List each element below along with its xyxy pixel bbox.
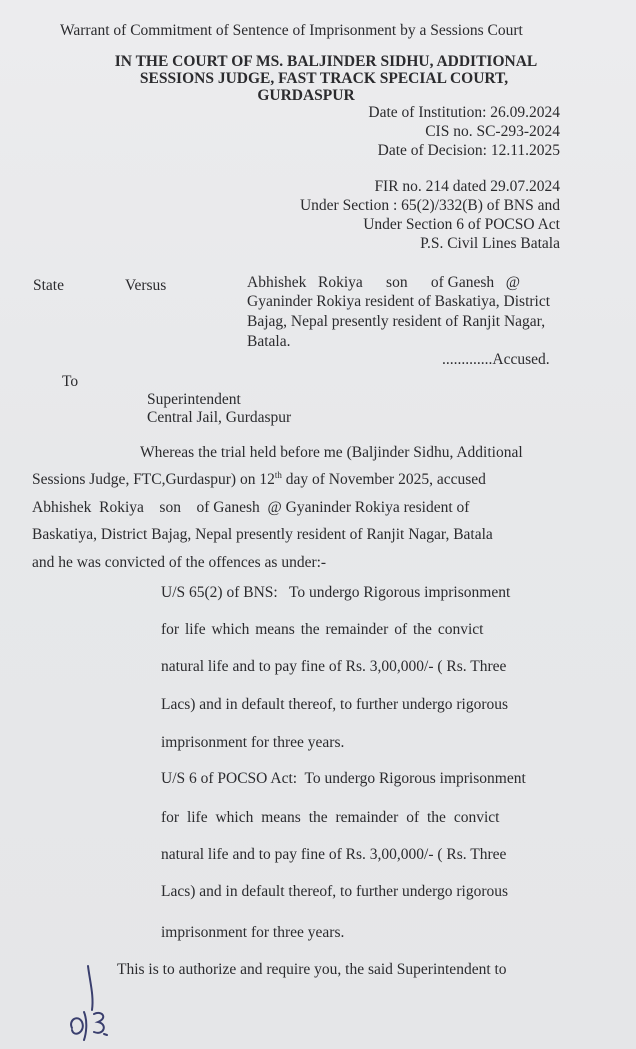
sentence-2-line-5: imprisonment for three years. — [161, 924, 345, 941]
addressee-line-1: Superintendent — [147, 391, 241, 408]
party-state: State — [33, 277, 64, 294]
accused-line-4: Batala. — [247, 333, 291, 350]
body-line-5: and he was convicted of the offences as under:- — [32, 554, 327, 571]
sentence-1-line-1: U/S 65(2) of BNS: To undergo Rigorous imprisonment — [161, 584, 511, 601]
accused-label: .............Accused. — [442, 351, 550, 368]
accused-line-2: Gyaninder Rokiya resident of Baskatiya, District — [247, 293, 551, 310]
body-line-2-part-2: day of November 2025, accused — [281, 471, 486, 488]
court-heading-line-1: IN THE COURT OF MS. BALJINDER SIDHU, ADDITIONAL — [114, 53, 538, 70]
date-of-decision: Date of Decision: 12.11.2025 — [377, 142, 560, 159]
body-line-3: Abhishek Rokiya son of Ganesh @ Gyaninder Rokiya resident of — [32, 499, 470, 516]
sentence-1-line-2: for life which means the remainder of the convict — [161, 621, 484, 638]
handwritten-initials — [64, 962, 124, 1042]
court-heading-line-3: GURDASPUR — [257, 87, 355, 104]
closing-line: This is to authorize and require you, the said Superintendent to — [117, 961, 507, 978]
date-of-institution: Date of Institution: 26.09.2024 — [368, 104, 560, 121]
addressee-line-2: Central Jail, Gurdaspur — [147, 409, 292, 426]
fir-number: FIR no. 214 dated 29.07.2024 — [374, 178, 560, 195]
sentence-1-line-3: natural life and to pay fine of Rs. 3,00,000/- ( Rs. Three — [161, 658, 507, 675]
under-section-pocso: Under Section 6 of POCSO Act — [363, 216, 560, 233]
sentence-2-line-2: for life which means the remainder of the convict — [161, 809, 500, 826]
accused-line-1: Abhishek Rokiya son of Ganesh @ — [247, 274, 521, 291]
sentence-2-line-4: Lacs) and in default thereof, to further undergo rigorous — [161, 883, 509, 900]
document-title: Warrant of Commitment of Sentence of Imprisonment by a Sessions Court — [60, 22, 523, 39]
addressee-to: To — [62, 373, 79, 390]
court-heading-line-2: SESSIONS JUDGE, FAST TRACK SPECIAL COURT, — [139, 70, 509, 87]
party-versus: Versus — [125, 277, 167, 294]
ordinal-suffix: th — [274, 469, 282, 480]
sentence-1-line-4: Lacs) and in default thereof, to further undergo rigorous — [161, 696, 509, 713]
body-line-4: Baskatiya, District Bajag, Nepal presently resident of Ranjit Nagar, Batala — [32, 526, 493, 543]
under-section-bns: Under Section : 65(2)/332(B) of BNS and — [299, 197, 560, 214]
cis-number: CIS no. SC-293-2024 — [425, 123, 560, 140]
accused-line-3: Bajag, Nepal presently resident of Ranjit Nagar, — [247, 313, 546, 330]
police-station: P.S. Civil Lines Batala — [420, 235, 560, 252]
sentence-2-line-1: U/S 6 of POCSO Act: To undergo Rigorous imprisonment — [161, 770, 526, 787]
sentence-1-line-5: imprisonment for three years. — [161, 734, 345, 751]
body-line-2 — [32, 471, 486, 489]
sentence-2-line-3: natural life and to pay fine of Rs. 3,00,000/- ( Rs. Three — [161, 846, 507, 863]
body-line-2-part-1: Sessions Judge, FTC,Gurdaspur) on 12 — [32, 471, 275, 488]
body-line-1: Whereas the trial held before me (Baljinder Sidhu, Additional — [140, 444, 523, 461]
